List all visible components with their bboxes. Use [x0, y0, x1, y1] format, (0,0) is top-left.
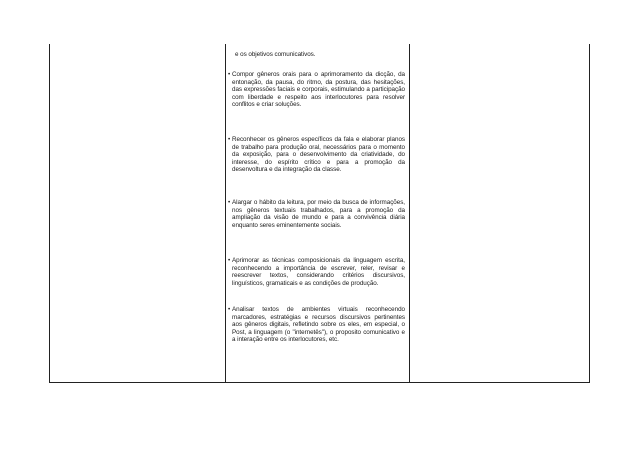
list-item-text: Aprimorar as técnicas composicionais da linguagem escrita, reconhecendo a importância de escrever, reler, revisar e reescrever textos, considerando critérios discursivos, linguísticos, gramaticais e as condições de produção. — [232, 257, 405, 287]
table-cell-objectives — [227, 44, 407, 383]
list-item-text: Alargar o hábito da leitura, por meio da busca de informações, nos gêneros textuais trabalhados, para a promoção da ampliação da visão de mundo e para a convivência diária enquanto seres eminentemente sociais. — [232, 199, 405, 229]
list-item — [229, 71, 405, 109]
table-column-divider-right — [409, 44, 410, 382]
bullet-marker: • — [228, 199, 231, 206]
bullet-marker: • — [228, 71, 231, 78]
list-item — [229, 306, 405, 344]
list-item-text: Reconhecer os gêneros específicos da fala e elaborar planos de trabalho para produção oral, necessários para o momento da exposição, para o desenvolvimento da criatividade, do interesse, do espírito crítico e para a promoção da desenvoltura e da integração da classe. — [232, 136, 405, 174]
bullet-marker: • — [228, 306, 231, 313]
bullet-marker: • — [228, 136, 231, 143]
table-column-divider-left — [225, 44, 226, 382]
list-item — [229, 51, 405, 59]
list-item-text: Compor gêneros orais para o aprimoramento da dicção, da entonação, da pausa, do ritmo, da postura, das hesitações, das expressões faciais e corporais, estimulando a participação com liberdade e respeito aos interlocutores para resolver conflitos e criar soluções. — [232, 71, 405, 109]
bullet-marker: • — [228, 257, 231, 264]
list-item — [229, 257, 405, 287]
list-item — [229, 136, 405, 174]
list-item-text: Analisar textos de ambientes virtuais reconhecendo marcadores, estratégias e recursos discursivos pertinentes aos gêneros digitais, refletindo sobre os eles, em especial, o Post, a linguagem (o "internetês"), o proposito comunicativo e a interação entre os interlocutores, etc. — [232, 306, 405, 344]
list-item — [229, 199, 405, 229]
curriculum-table — [49, 44, 590, 383]
list-item-text: e os objetivos comunicativos. — [235, 51, 316, 58]
